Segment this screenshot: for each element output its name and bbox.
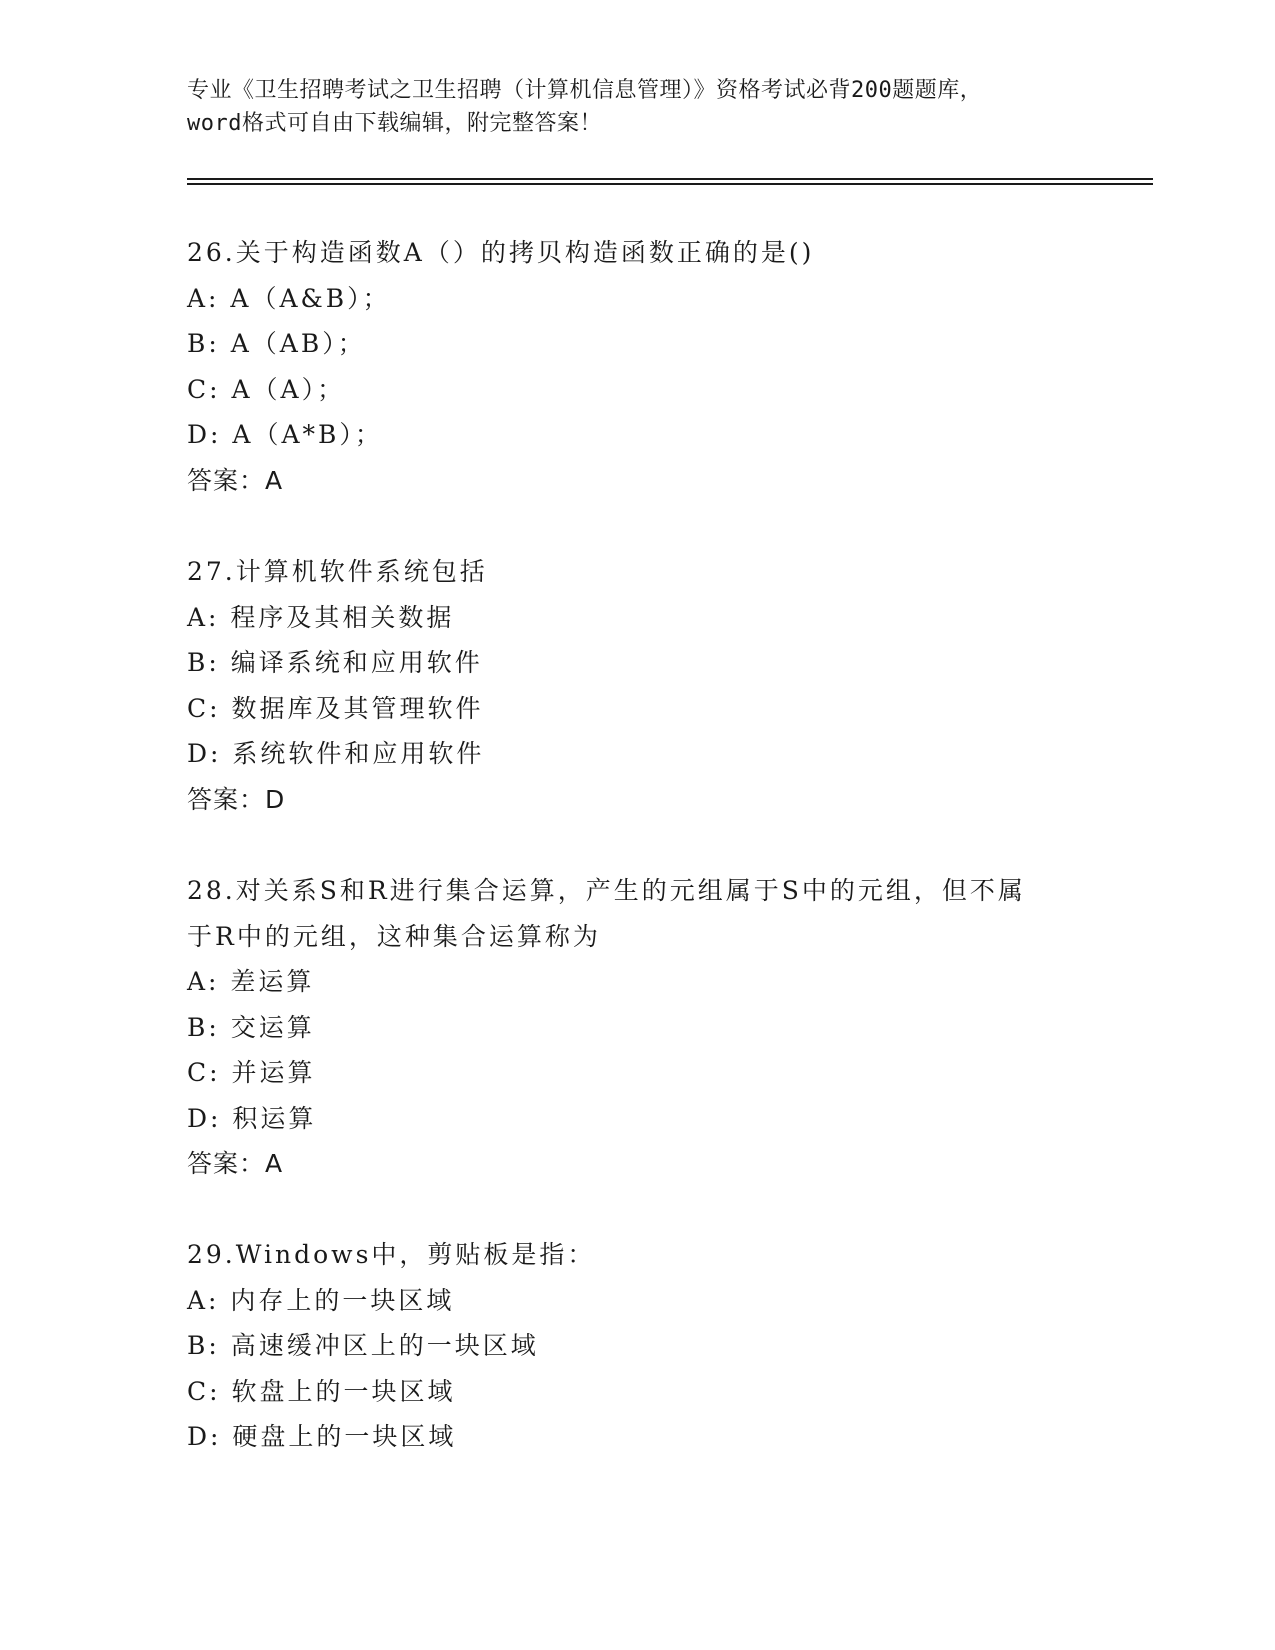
header-divider-bottom: [187, 183, 1153, 185]
header-line-2: word格式可自由下载编辑，附完整答案！: [187, 111, 602, 136]
option-c: C: 软盘上的一块区域: [187, 1376, 456, 1406]
answer: 答案：A: [187, 465, 284, 495]
option-b: B: A（AB）；: [187, 329, 366, 358]
header-divider-top: [187, 178, 1153, 180]
option-a: A: A（A&B）；: [187, 283, 391, 313]
option-c: C: A（A）；: [187, 374, 346, 404]
option-a: A: 内存上的一块区域: [187, 1285, 455, 1315]
answer: 答案：A: [187, 1149, 284, 1178]
option-c: C: 并运算: [187, 1058, 316, 1087]
header-line-1: 专业《卫生招聘考试之卫生招聘（计算机信息管理）》资格考试必背200题题库，: [187, 78, 983, 103]
question-stem: 26.关于构造函数A（）的拷贝构造函数正确的是(): [187, 238, 815, 267]
option-d: D: A（A*B）；: [187, 420, 383, 449]
option-b: B: 高速缓冲区上的一块区域: [187, 1331, 539, 1360]
question-stem: 28.对关系S和R进行集合运算，产生的元组属于S中的元组，但不属: [187, 876, 1026, 905]
option-b: B: 交运算: [187, 1012, 315, 1042]
option-a: A: 差运算: [187, 967, 315, 996]
question-26: [187, 230, 1087, 503]
answer: 答案：D: [187, 784, 286, 814]
option-a: A: 程序及其相关数据: [187, 602, 455, 632]
document-header: [187, 74, 1087, 140]
option-d: D: 硬盘上的一块区域: [187, 1422, 457, 1451]
option-b: B: 编译系统和应用软件: [187, 648, 483, 677]
option-c: C: 数据库及其管理软件: [187, 693, 484, 723]
question-29: [187, 1232, 1087, 1460]
option-d: D: 系统软件和应用软件: [187, 739, 485, 768]
question-stem: 27.计算机软件系统包括: [187, 557, 488, 586]
question-28: [187, 868, 1087, 1187]
option-d: D: 积运算: [187, 1103, 317, 1133]
question-stem: 29.Windows中，剪贴板是指：: [187, 1240, 596, 1269]
question-27: [187, 549, 1087, 822]
question-stem-continued: 于R中的元组，这种集合运算称为: [187, 921, 601, 951]
